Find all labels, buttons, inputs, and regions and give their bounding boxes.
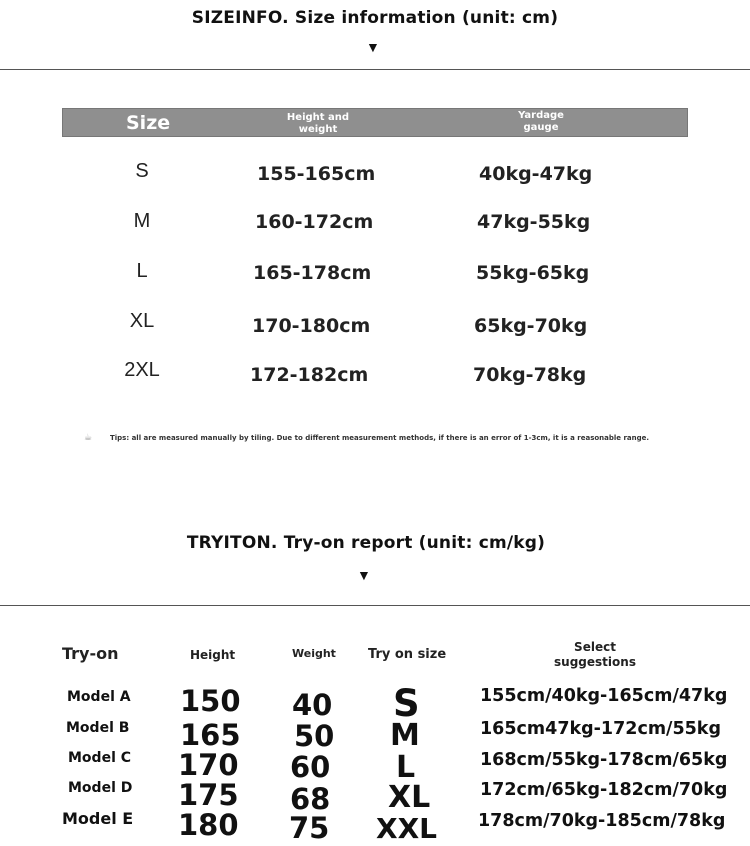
weight-column-header: Weight	[292, 647, 336, 660]
try-on-size-column-header: Try on size	[368, 647, 447, 662]
height-cell: 165-178cm	[253, 262, 372, 284]
height-cell: 160-172cm	[255, 211, 374, 233]
model-name: Model E	[62, 809, 134, 828]
size-info-arrow-icon: ▼	[366, 39, 380, 55]
model-height: 170	[178, 748, 239, 782]
model-name: Model C	[68, 750, 132, 766]
tip-icon: ☕	[84, 432, 93, 442]
weight-cell: 70kg-78kg	[473, 364, 587, 386]
size-info-title: SIZEINFO. Size information (unit: cm)	[191, 8, 559, 28]
model-height: 165	[180, 718, 241, 752]
model-suggestion: 155cm/40kg-165cm/47kg	[480, 686, 728, 706]
model-height: 180	[178, 808, 239, 842]
model-size: S	[393, 682, 420, 725]
size-cell: S	[135, 160, 149, 182]
size-info-divider	[0, 69, 750, 70]
model-weight: 60	[290, 750, 331, 784]
model-size: XL	[388, 780, 431, 815]
model-height: 150	[180, 684, 241, 718]
model-weight: 68	[290, 782, 331, 816]
try-on-column-header: Try-on	[62, 644, 119, 663]
model-weight: 50	[294, 719, 335, 753]
height-column-header: Height	[190, 648, 236, 662]
model-name: Model B	[66, 720, 130, 736]
weight-cell: 65kg-70kg	[474, 315, 588, 337]
select-column-header: Select	[574, 640, 616, 654]
height-cell: 172-182cm	[250, 364, 369, 386]
try-on-arrow-icon: ▼	[357, 567, 371, 583]
model-suggestion: 172cm/65kg-182cm/70kg	[480, 780, 728, 800]
weight-cell: 55kg-65kg	[476, 262, 590, 284]
model-weight: 75	[289, 811, 330, 845]
model-suggestion: 178cm/70kg-185cm/78kg	[478, 811, 726, 831]
model-name: Model D	[68, 780, 133, 796]
model-suggestion: 168cm/55kg-178cm/65kg	[480, 750, 728, 770]
model-weight: 40	[292, 688, 333, 722]
height-cell: 155-165cm	[257, 163, 376, 185]
model-size: M	[390, 718, 420, 753]
size-column-header: Size	[126, 112, 171, 134]
height-weight-column-header: Height and weight	[286, 112, 350, 135]
model-name: Model A	[67, 689, 131, 705]
weight-cell: 47kg-55kg	[477, 211, 591, 233]
size-cell: XL	[129, 310, 155, 332]
suggestions-column-header: suggestions	[554, 655, 636, 669]
model-suggestion: 165cm47kg-172cm/55kg	[480, 719, 721, 739]
model-height: 175	[178, 778, 239, 812]
weight-cell: 40kg-47kg	[479, 163, 593, 185]
model-size: L	[396, 750, 416, 785]
size-cell: L	[136, 260, 148, 282]
measurement-tip: Tips: all are measured manually by tiling. Due to different measurement methods, if there is an error of 1-3cm, it is a reasonable range.	[110, 434, 650, 442]
size-cell: 2XL	[124, 359, 160, 381]
try-on-title: TRYITON. Try-on report (unit: cm/kg)	[186, 533, 546, 553]
size-cell: M	[133, 210, 151, 232]
height-cell: 170-180cm	[252, 315, 371, 337]
model-size: XXL	[376, 812, 438, 845]
yardage-column-header: Yardage gauge	[518, 110, 564, 133]
try-on-divider	[0, 605, 750, 606]
